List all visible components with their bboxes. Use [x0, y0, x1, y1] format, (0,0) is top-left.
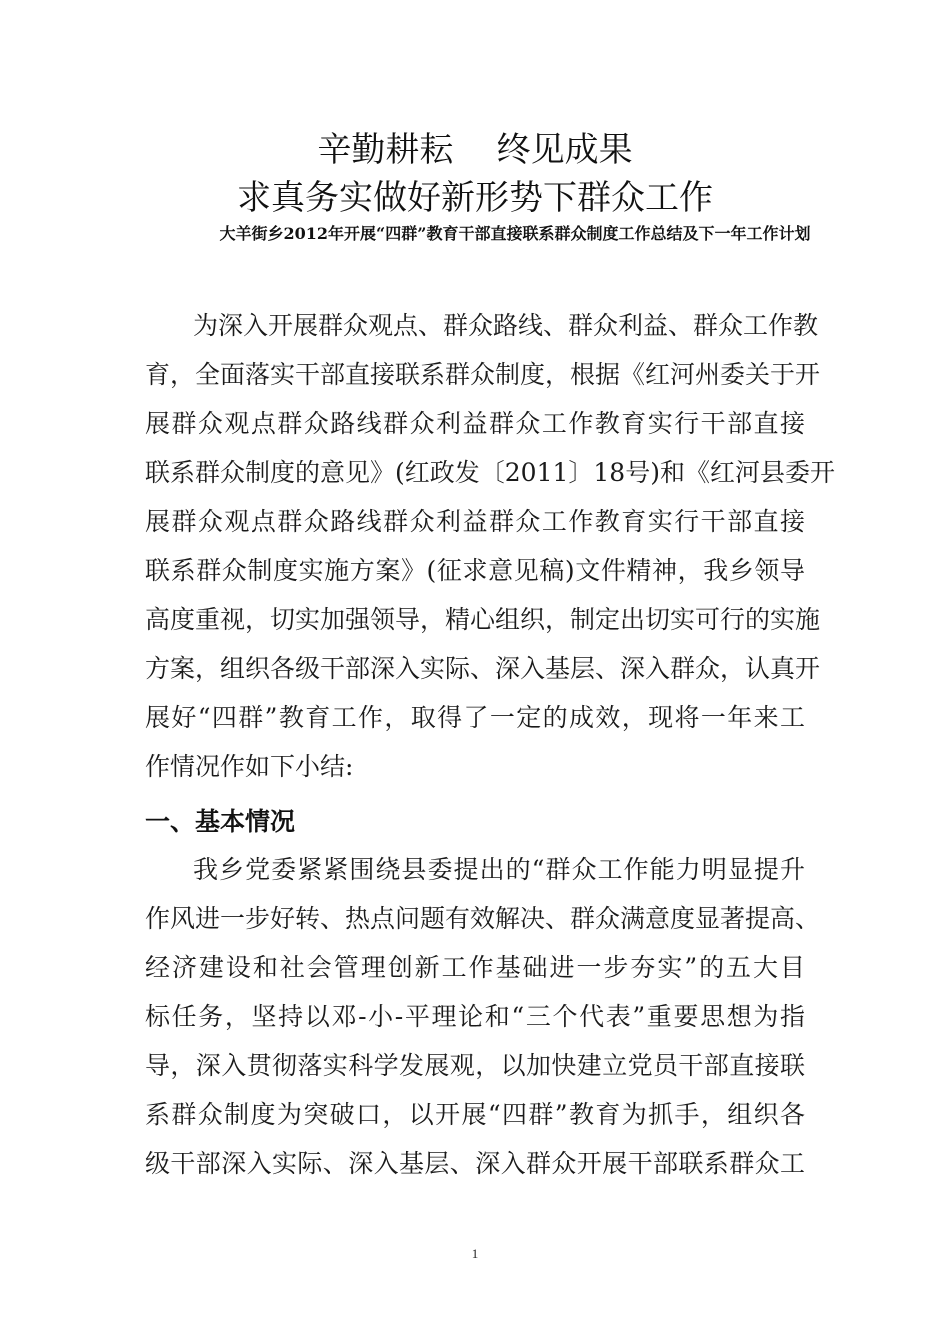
section-1-line: 导，深入贯彻落实科学发展观，以加快建立党员干部直接联	[145, 1051, 805, 1080]
document-subtitle: 大羊街乡2012年开展“四群”教育干部直接联系群众制度工作总结及下一年工作计划	[219, 224, 811, 243]
intro-line: 高度重视，切实加强领导，精心组织，制定出切实可行的实施	[145, 605, 821, 634]
intro-line: 展群众观点群众路线群众利益群众工作教育实行干部直接	[145, 507, 805, 536]
intro-line: 展好“四群”教育工作，取得了一定的成效，现将一年来工	[145, 703, 805, 732]
intro-line: 育，全面落实干部直接联系群众制度，根据《红河州委关于开	[145, 360, 821, 389]
section-1-line: 我乡党委紧紧围绕县委提出的“群众工作能力明显提升	[193, 855, 805, 884]
intro-line: 作情况作如下小结:	[145, 752, 354, 781]
intro-line: 方案，组织各级干部深入实际、深入基层、深入群众，认真开	[145, 654, 821, 683]
intro-line: 展群众观点群众路线群众利益群众工作教育实行干部直接	[145, 409, 805, 438]
intro-line: 联系群众制度的意见》(红政发〔2011〕18号)和《红河县委开	[145, 458, 835, 487]
section-heading-basic-situation: 一、基本情况	[145, 807, 296, 836]
document-title-line-1: 辛勤耕耘 终见成果	[317, 130, 633, 170]
page-number: 1	[471, 1246, 479, 1261]
section-1-line: 标任务，坚持以邓-小-平理论和“三个代表”重要思想为指	[145, 1002, 805, 1031]
section-1-line: 系群众制度为突破口，以开展“四群”教育为抓手，组织各	[145, 1100, 805, 1129]
intro-line: 为深入开展群众观点、群众路线、群众利益、群众工作教	[193, 311, 819, 340]
section-1-line: 作风进一步好转、热点问题有效解决、群众满意度显著提高、	[145, 904, 821, 933]
section-1-line: 经济建设和社会管理创新工作基础进一步夯实”的五大目	[145, 953, 805, 982]
document-title-line-2: 求真务实做好新形势下群众工作	[237, 178, 713, 218]
section-1-line: 级干部深入实际、深入基层、深入群众开展干部联系群众工	[145, 1149, 805, 1178]
intro-line: 联系群众制度实施方案》(征求意见稿)文件精神，我乡领导	[145, 556, 805, 585]
